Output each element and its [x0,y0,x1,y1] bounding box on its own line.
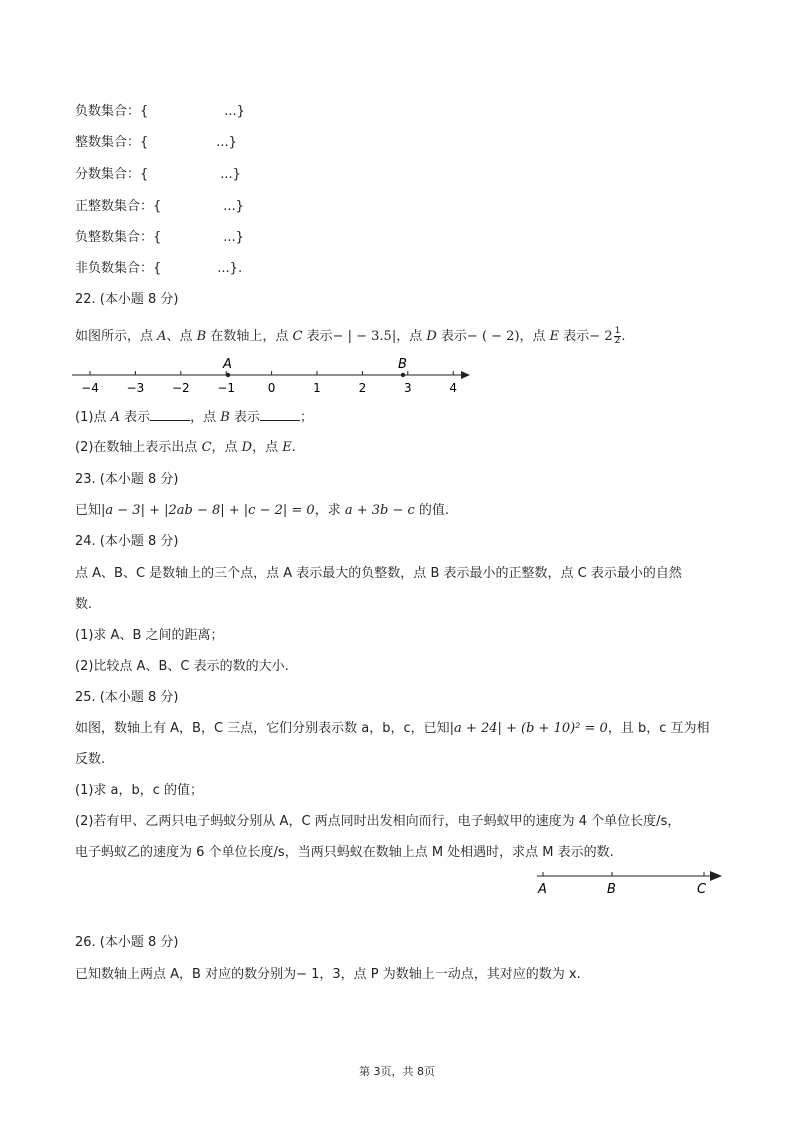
text: ，点 [252,440,283,455]
q25-header: 25. (本小题 8 分) [75,690,179,705]
axis-tick-label: −4 [81,381,99,395]
set-label: 分数集合：{ [75,167,149,182]
text: 如图所示，点 [75,329,158,344]
set-positive-integer [75,198,244,216]
axis-tick-label: −2 [171,381,190,395]
set-end: ...} [223,199,244,214]
point-b-label: B [398,357,407,372]
q22-part2 [75,439,296,457]
text: 、点 [166,329,197,344]
answer-blank[interactable] [150,408,190,421]
frac-num: 1 [614,326,621,336]
text: ，点 [190,410,221,425]
set-end: ...}. [217,261,243,276]
q22-part1 [75,408,313,427]
text: . [621,329,626,344]
point-a-dot [226,373,230,377]
q23-text [75,502,449,520]
q22-header: 22. (本小题 8 分) [75,292,179,307]
text: 的值. [414,503,450,518]
text: ； [299,410,313,425]
text: ，且 b，c 互为相 [607,721,710,736]
axis-tick-label: 1 [313,381,321,395]
set-end: ...} [223,230,244,245]
text: 已知 [75,503,102,518]
text: (1)点 [75,410,111,425]
set-integer [75,134,237,152]
math-expr: |a + 24| + (b + 10)² = 0 [449,721,608,736]
answer-blank[interactable] [260,408,300,421]
var: B [220,410,230,425]
text: 表示 [119,410,151,425]
point-b-dot [401,373,405,377]
set-fraction [75,166,241,184]
label-c: C [697,882,707,896]
axis-tick-label: 3 [403,381,412,395]
text: (2)在数轴上表示出点 [75,440,202,455]
page-footer: 第 3页，共 8页 [359,1065,435,1078]
axis-tick-label: −3 [126,381,145,395]
var: C [292,329,303,344]
q25-line1 [75,720,710,738]
set-label: 正整数集合：{ [75,199,162,214]
q26-header: 26. (本小题 8 分) [75,935,179,950]
set-label: 非负数集合：{ [75,261,162,276]
point-a-label: A [223,357,232,372]
frac-den: 2 [614,336,621,346]
q23-header: 23. (本小题 8 分) [75,472,179,487]
text: 如图，数轴上有 A，B，C 三点，它们分别表示数 a，b，c，已知 [75,721,450,736]
q26-line1: 已知数轴上两点 A，B 对应的数分别为− 1，3，点 P 为数轴上一动点，其对应的数为 x. [75,967,581,982]
q25-part1: (1)求 a，b，c 的值； [75,783,204,798]
axis-tick-label: 2 [358,381,367,395]
text: 表示− | − 3.5|，点 [302,329,427,344]
label-b: B [607,882,616,896]
q24-part1: (1)求 A、B 之间的距离； [75,628,224,643]
q25-part2-line2: 电子蚂蚁乙的速度为 6 个单位长度/s，当两只蚂蚁在数轴上点 M 处相遇时，求点 M 表示的数. [75,845,614,860]
set-label: 负数集合：{ [75,104,149,119]
label-a: A [538,882,547,896]
number-line-q22 [0,355,794,405]
text: 表示 [229,410,260,425]
axis-tick-label: 0 [267,381,276,395]
var: B [196,329,207,344]
text: . [291,440,296,455]
var: E [282,440,292,455]
axis-tick-label: 4 [449,381,458,395]
var: A [157,329,167,344]
set-label: 负整数集合：{ [75,230,162,245]
var: D [241,440,253,455]
var: D [426,329,437,344]
set-label: 整数集合：{ [75,135,149,150]
text: 在数轴上，点 [206,329,293,344]
set-end: ...} [220,167,241,182]
text: 表示− ( − 2)，点 [436,329,550,344]
set-nonnegative [75,260,242,278]
q24-line1: 点 A、B、C 是数轴上的三个点，点 A 表示最大的负整数，点 B 表示最小的正整数，点 C 表示最小的自然 [75,566,682,581]
axis-arrow [710,871,722,881]
text: 表示− 2 [559,329,613,344]
number-line-q25 [0,866,794,896]
set-negative [75,103,245,121]
var: A [110,410,120,425]
axis-tick-label: −1 [217,381,236,395]
q22-intro [75,327,625,346]
text: ，点 [211,440,242,455]
var: E [549,329,560,344]
math-expr: |a − 3| + |2ab − 8| + |c − 2| = 0 [101,503,315,518]
set-end: ...} [224,104,245,119]
q25-line2: 反数. [75,752,106,767]
q24-header: 24. (本小题 8 分) [75,534,179,549]
math-expr: a + 3b − c [344,503,415,518]
text: ，求 [314,503,345,518]
axis-arrow [461,371,470,379]
set-end: ...} [216,135,237,150]
var: C [201,440,212,455]
q24-part2: (2)比较点 A、B、C 表示的数的大小. [75,659,289,674]
q25-part2-line1: (2)若有甲、乙两只电子蚂蚁分别从 A，C 两点同时出发相向而行，电子蚂蚁甲的速度为 4 个单位长度/s， [75,814,681,829]
set-negative-integer [75,229,244,247]
q24-line2: 数. [75,597,93,612]
